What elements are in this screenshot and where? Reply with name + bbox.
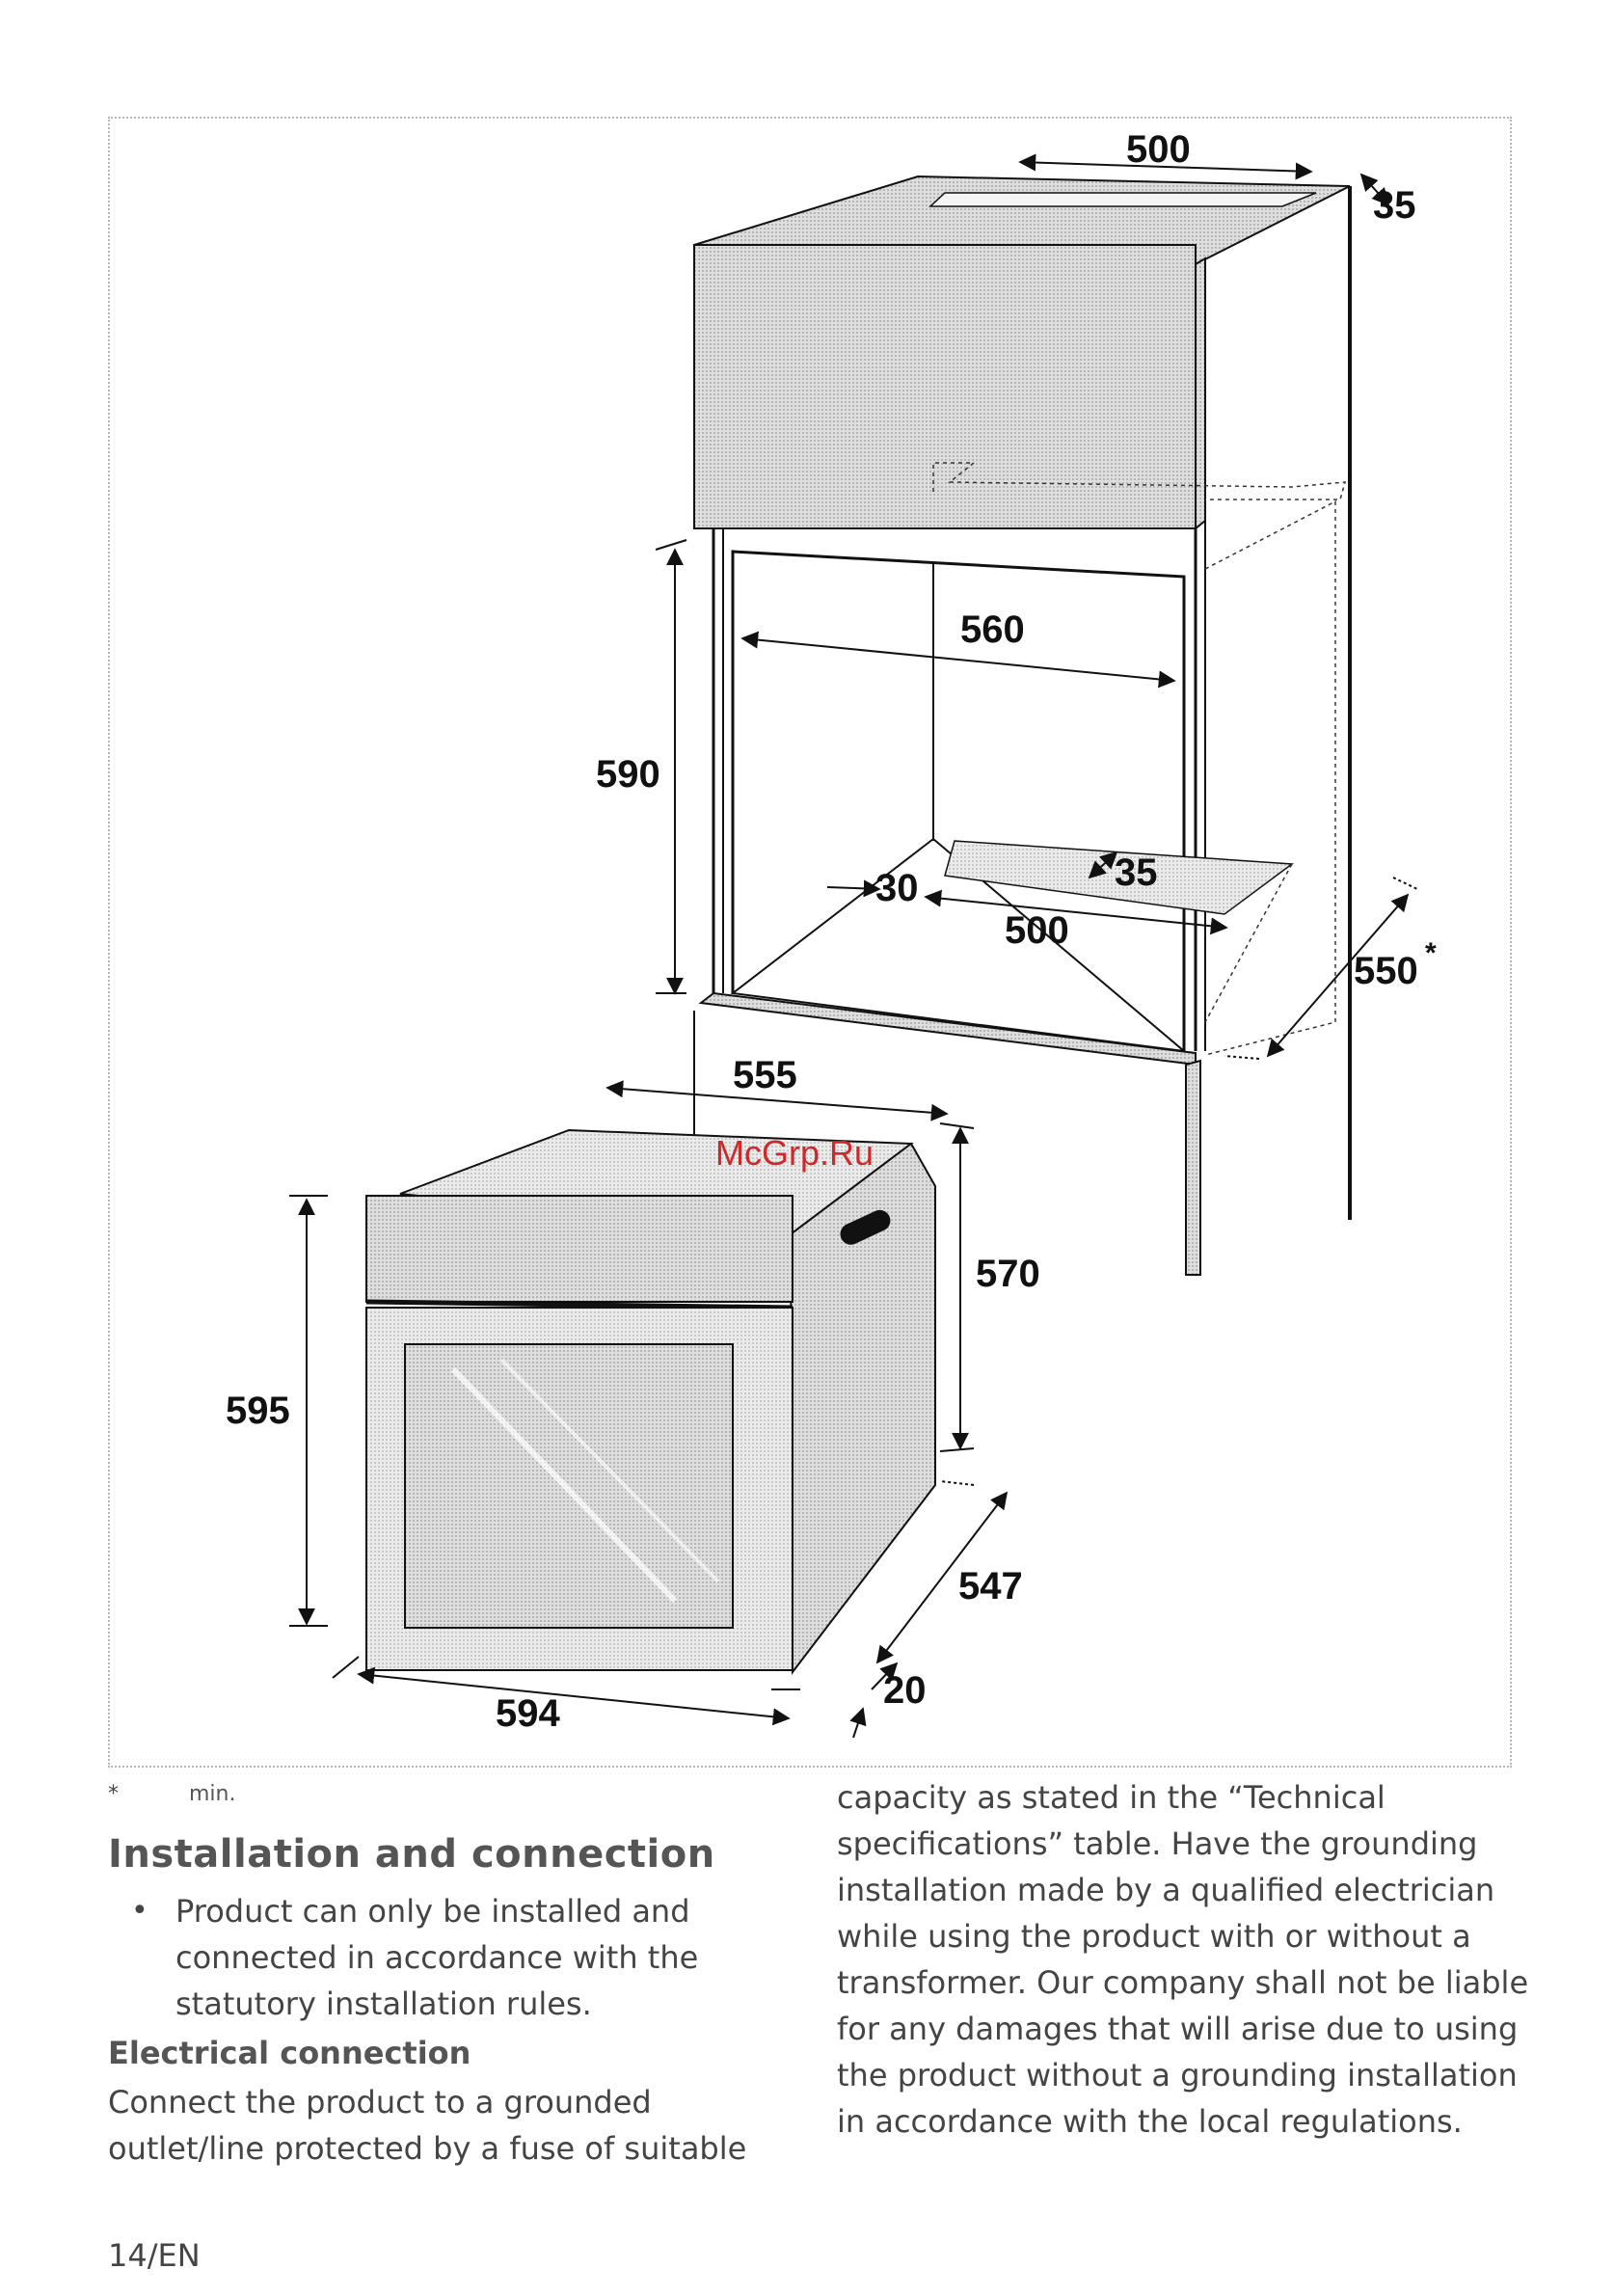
dim-niche-depth-asterisk: * — [1425, 937, 1437, 969]
dim-niche-height: 590 — [596, 753, 660, 796]
dim-niche-depth: 550 — [1354, 950, 1418, 992]
bullet-text: Product can only be installed and connected in accordance with the statutory installation rules. — [175, 1893, 699, 2022]
bullet-icon: • — [131, 1894, 148, 1928]
dim-front-thickness: 20 — [883, 1669, 927, 1712]
dim-oven-body-height: 570 — [976, 1253, 1040, 1295]
page-number: 14/EN — [108, 2237, 201, 2274]
niche-right-dashed — [1205, 501, 1335, 1055]
lower-cabinet-side — [1186, 1061, 1200, 1275]
oven-control-panel — [366, 1196, 793, 1302]
dim-oven-depth-top: 555 — [733, 1054, 797, 1096]
dim-bottom-vent-depth: 35 — [1115, 851, 1158, 894]
section-title: Installation and connection — [108, 1832, 715, 1877]
dim-oven-width: 594 — [496, 1692, 560, 1735]
oven — [366, 1130, 935, 1672]
paragraph-right: capacity as stated in the “Technical specifications” table. Have the grounding installation made by a qualified electrician while using the product with or without a transformer. Our company shall not be liable for any damages that will arise due to using the product without a grounding installation in accordance with the local regulations. — [837, 1779, 1529, 2140]
dim-top-depth: 35 — [1373, 184, 1416, 227]
dim-oven-front-height: 595 — [226, 1390, 290, 1432]
footnote-text: min. — [189, 1782, 236, 1806]
dim-oven-depth-side: 547 — [958, 1565, 1023, 1607]
niche-back-wall — [733, 552, 1184, 1051]
watermark: McGrp.Ru — [715, 1133, 874, 1173]
upper-cabinet-side — [1196, 258, 1205, 528]
subsection-title: Electrical connection — [108, 2035, 471, 2071]
dim-top-width: 500 — [1126, 128, 1191, 171]
dim-niche-width: 560 — [960, 608, 1025, 651]
dim-bottom-side: 30 — [875, 867, 919, 909]
upper-cabinet-front — [694, 245, 1196, 528]
dim-bottom-vent-width: 500 — [1005, 909, 1069, 952]
footnote-asterisk: * — [108, 1782, 119, 1806]
paragraph-left: Connect the product to a grounded outlet/line protected by a fuse of suitable — [108, 2084, 747, 2167]
top-vent-opening — [930, 193, 1316, 206]
